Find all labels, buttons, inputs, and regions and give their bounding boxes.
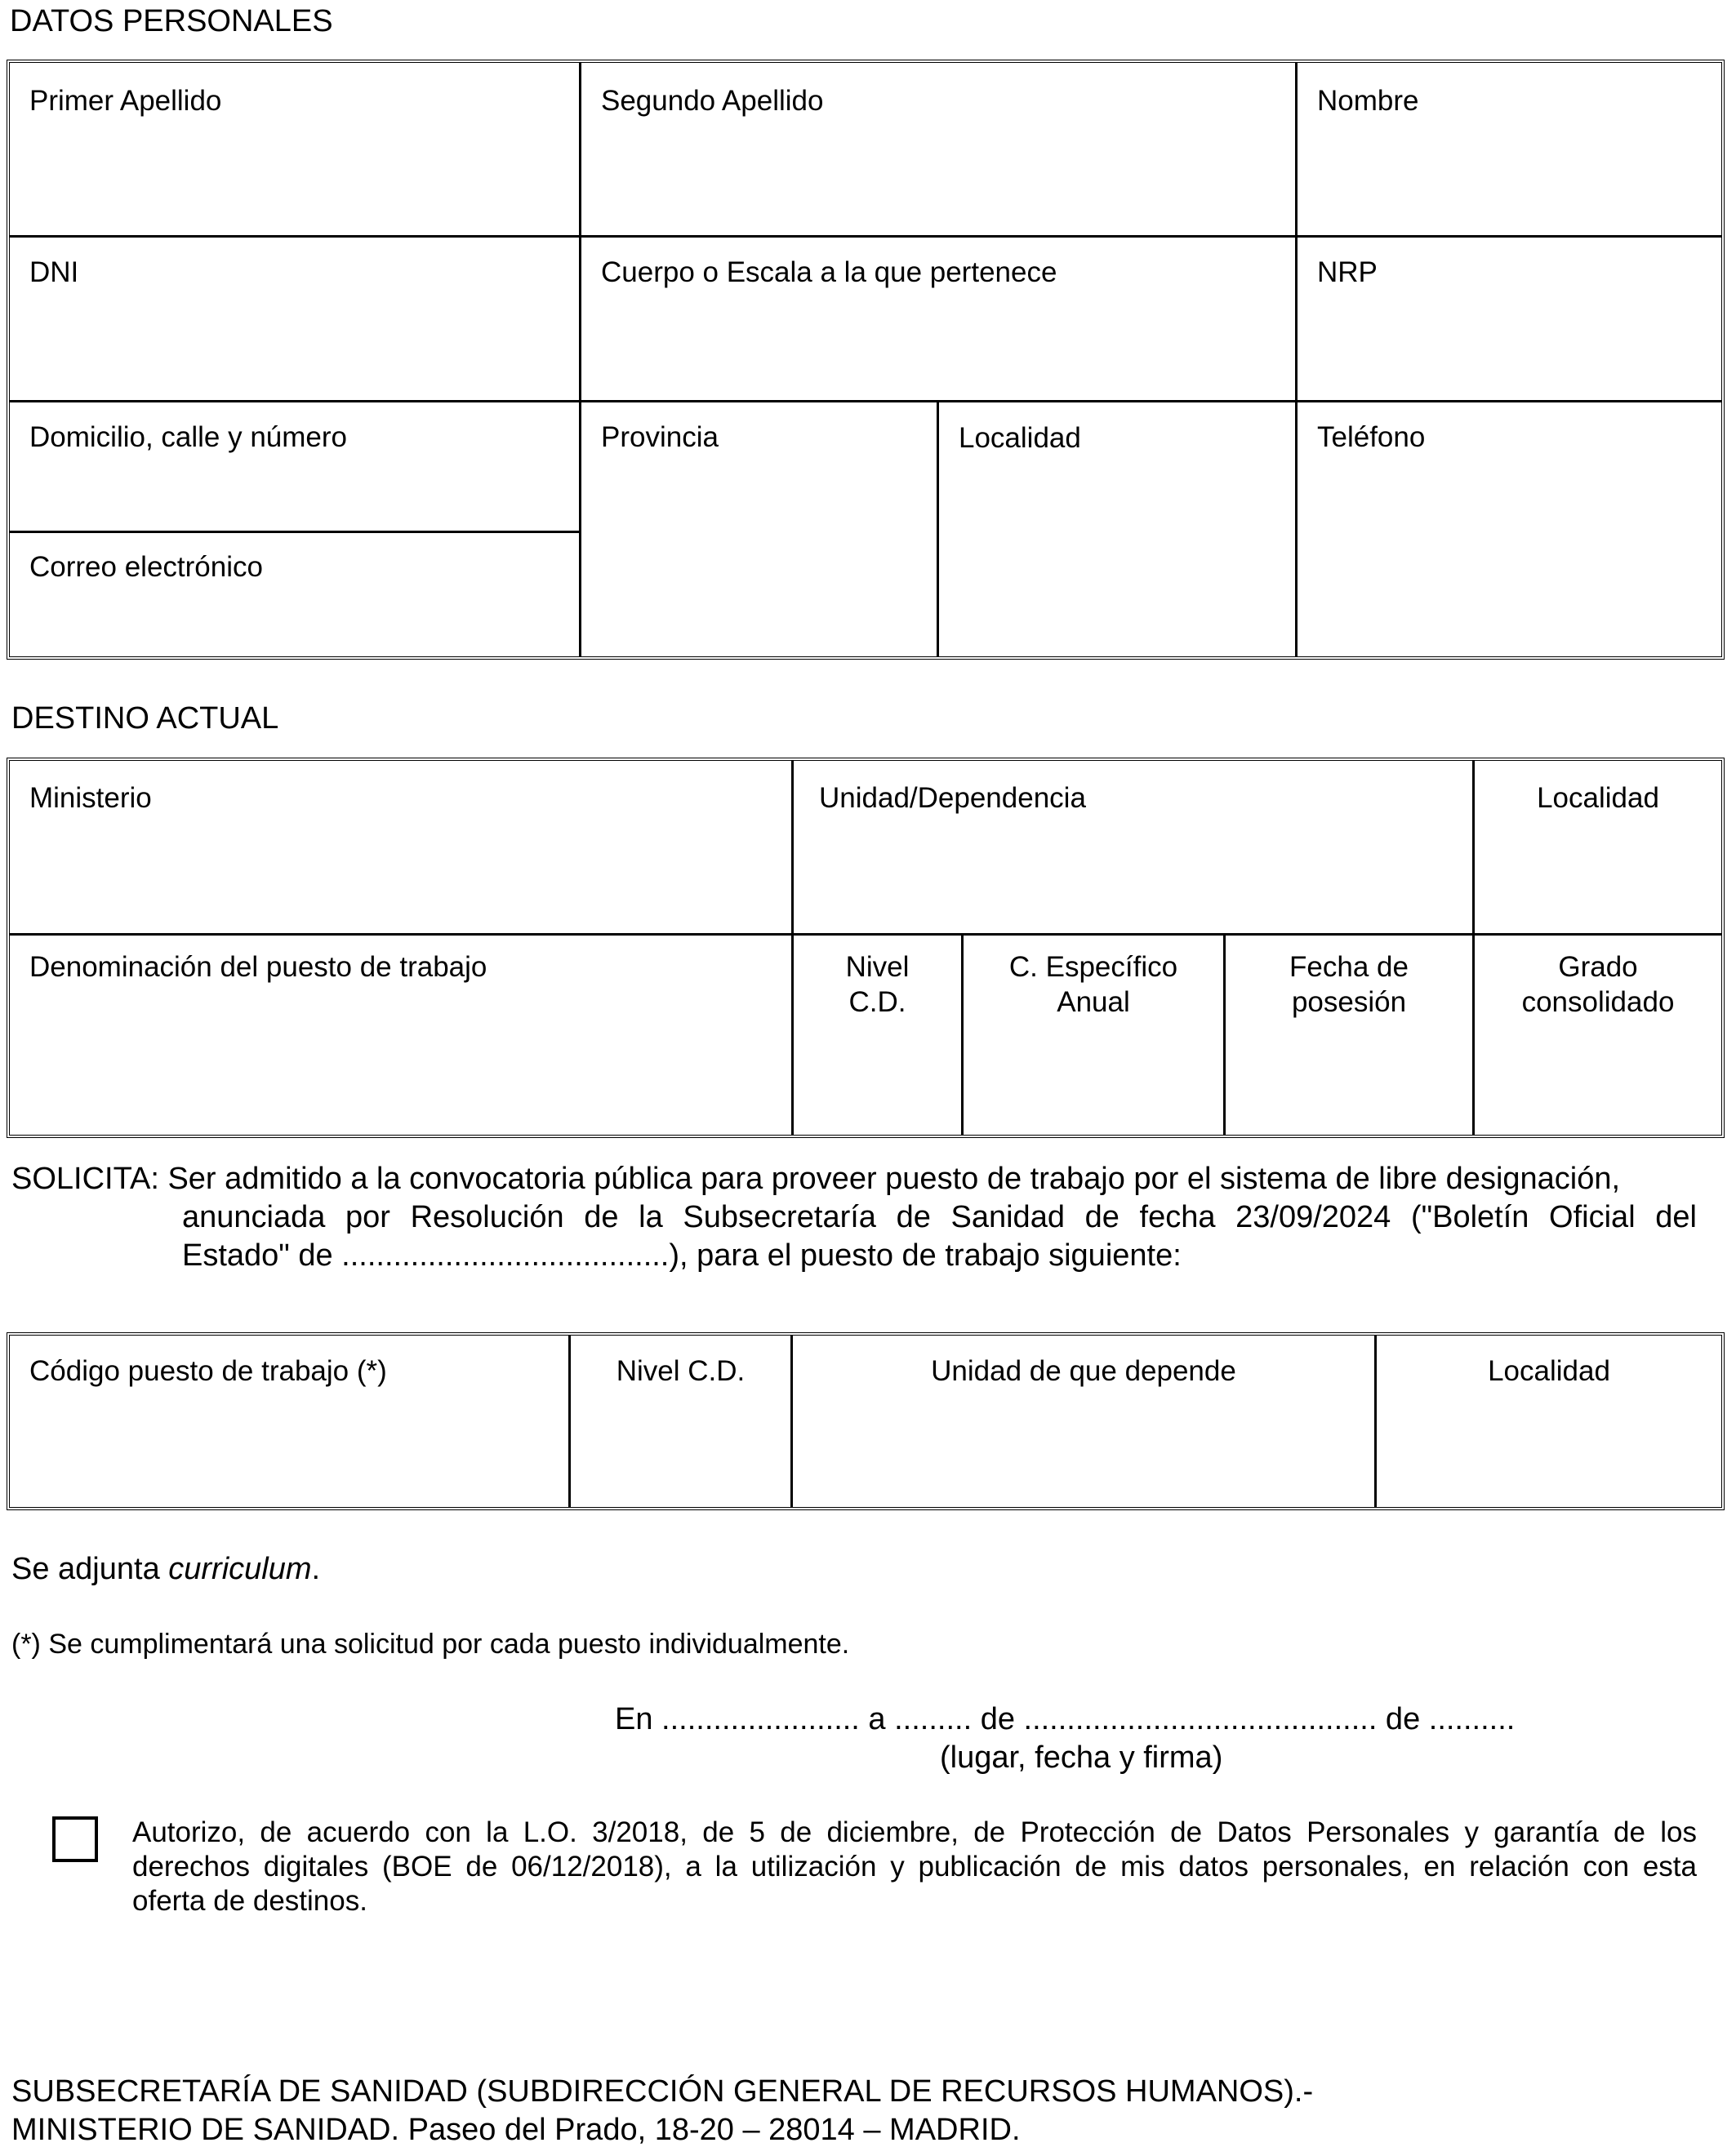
- data-consent-checkbox[interactable]: [52, 1816, 98, 1862]
- domicilio-field[interactable]: [10, 402, 579, 531]
- telefono-label: Teléfono: [1317, 421, 1426, 453]
- unidad-depende-label: Unidad de que depende: [931, 1355, 1236, 1387]
- solicita-line-2: anunciada por Resolución de la Subsecretaría de Sanidad de fecha 23/09/2024 ("Boletín Oficial del: [182, 1200, 1697, 1234]
- nombre-label: Nombre: [1317, 85, 1419, 117]
- grado-label: Grado: [1558, 951, 1638, 983]
- section-title-destino-actual: DESTINO ACTUAL: [11, 701, 279, 736]
- unidad-dependencia-label: Unidad/Dependencia: [819, 782, 1086, 814]
- unidad-dependencia-field[interactable]: [794, 761, 1472, 933]
- datos-personales-table: [7, 60, 1725, 660]
- localidad-puesto-field[interactable]: [1377, 1336, 1721, 1507]
- denominacion-puesto-field[interactable]: [10, 936, 791, 1135]
- localidad-field[interactable]: [939, 402, 1295, 656]
- segundo-apellido-label: Segundo Apellido: [601, 85, 824, 117]
- cuerpo-escala-label: Cuerpo o Escala a la que pertenece: [601, 256, 1057, 288]
- consent-line-1: Autorizo, de acuerdo con la L.O. 3/2018, de 5 de diciembre, de Protección de Datos Personales y garantía de los: [132, 1816, 1697, 1848]
- provincia-field[interactable]: [581, 402, 937, 656]
- localidad-destino-label: Localidad: [1537, 782, 1659, 814]
- localidad-destino-field[interactable]: [1475, 761, 1721, 933]
- primer-apellido-field[interactable]: [10, 63, 579, 235]
- signature-caption: (lugar, fecha y firma): [940, 1740, 1223, 1775]
- nrp-field[interactable]: [1298, 238, 1721, 400]
- ministerio-label: Ministerio: [29, 782, 152, 814]
- codigo-puesto-field[interactable]: [10, 1336, 568, 1507]
- correo-field[interactable]: [10, 533, 579, 656]
- curriculum-attachment-note: [11, 1551, 320, 1589]
- cuerpo-escala-field[interactable]: [581, 238, 1295, 400]
- especifico-label: C. Específico: [1008, 951, 1178, 983]
- puesto-solicitado-table: [7, 1332, 1725, 1510]
- adjunta-text: Se adjunta: [11, 1552, 169, 1586]
- footer-line-1: SUBSECRETARÍA DE SANIDAD (SUBDIRECCIÓN GENERAL DE RECURSOS HUMANOS).-: [11, 2074, 1314, 2109]
- telefono-field[interactable]: [1298, 402, 1721, 656]
- complemento-especifico-field[interactable]: [964, 936, 1223, 1135]
- unidad-depende-field[interactable]: [793, 1336, 1374, 1507]
- consent-line-2: derechos digitales (BOE de 06/12/2018), a la utilización y publicación de mis datos personales, en relación con esta: [132, 1851, 1697, 1883]
- domicilio-label: Domicilio, calle y número: [29, 421, 348, 453]
- posesion-label: posesión: [1291, 985, 1407, 1018]
- nivel-cd-field[interactable]: [794, 936, 961, 1135]
- localidad-label: Localidad: [959, 422, 1081, 454]
- nrp-label: NRP: [1317, 256, 1378, 288]
- fecha-posesion-field[interactable]: [1226, 936, 1472, 1135]
- codigo-puesto-label: Código puesto de trabajo (*): [29, 1355, 387, 1387]
- section-title-datos-personales: DATOS PERSONALES: [10, 4, 333, 38]
- signature-place-date-line: En ....................... a ......... de ......................................... de ..........: [615, 1702, 1516, 1736]
- solicita-line-3: Estado" de ......................................), para el puesto de trabajo siguiente:: [182, 1238, 1182, 1273]
- solicita-label: SOLICITA:: [11, 1162, 159, 1196]
- curriculum-italic: curriculum: [168, 1552, 312, 1586]
- ministerio-field[interactable]: [10, 761, 791, 933]
- nivel-cd-puesto-label: Nivel C.D.: [616, 1355, 746, 1387]
- dni-field[interactable]: [10, 238, 579, 400]
- consent-line-3: oferta de destinos.: [132, 1885, 367, 1917]
- dni-label: DNI: [29, 256, 79, 288]
- primer-apellido-label: Primer Apellido: [29, 85, 222, 117]
- provincia-label: Provincia: [601, 421, 719, 453]
- consolidado-label: consolidado: [1521, 985, 1675, 1018]
- anual-label: Anual: [1057, 985, 1130, 1018]
- segundo-apellido-field[interactable]: [581, 63, 1295, 235]
- nombre-field[interactable]: [1298, 63, 1721, 235]
- footer-line-2: MINISTERIO DE SANIDAD. Paseo del Prado, 18-20 – 28014 – MADRID.: [11, 2113, 1021, 2147]
- destino-actual-table: [7, 758, 1725, 1138]
- footer-address: [11, 2073, 1313, 2149]
- adjunta-period: .: [311, 1552, 321, 1586]
- grado-consolidado-field[interactable]: [1475, 936, 1721, 1135]
- nivel-label: Nivel: [845, 951, 910, 983]
- localidad-puesto-label: Localidad: [1488, 1355, 1610, 1387]
- solicita-paragraph: [11, 1160, 1697, 1275]
- cd-label: C.D.: [848, 985, 906, 1018]
- solicita-line-1: Ser admitido a la convocatoria pública para proveer puesto de trabajo por el sistema de libre designación,: [167, 1162, 1621, 1196]
- footnote: (*) Se cumplimentará una solicitud por cada puesto individualmente.: [11, 1629, 850, 1660]
- nivel-cd-puesto-field[interactable]: [571, 1336, 790, 1507]
- correo-label: Correo electrónico: [29, 551, 263, 583]
- denominacion-puesto-label: Denominación del puesto de trabajo: [29, 951, 487, 983]
- data-consent-text: [132, 1816, 1697, 1918]
- fecha-de-label: Fecha de: [1289, 951, 1409, 983]
